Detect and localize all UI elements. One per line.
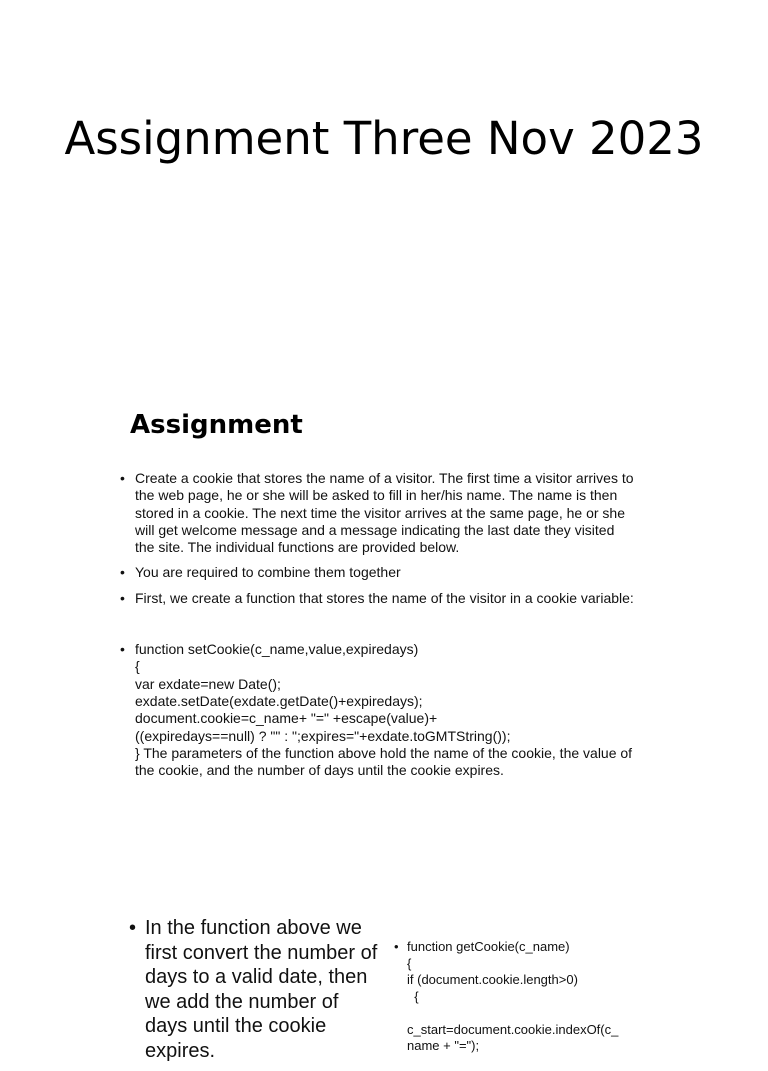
code-list-item: • function setCookie(c_name,value,expiredays) { var exdate=new Date(); exdate.setDate(exdate.getDate()+expiredays); document.cookie=c_name+ "=" +escape(value)+ ((expiredays==null) ? "" : ";expires="+exdate.toGMTString()); } The parameters of the function above hold the name of the cookie, the value of the cookie, and the number of days until the cookie expires.	[135, 641, 635, 779]
list-item: • First, we create a function that stores the name of the visitor in a cookie variable:	[135, 590, 635, 607]
code-list-item: • function getCookie(c_name) { if (document.cookie.length>0) { c_start=document.cookie.indexOf(c_ name + "=");	[407, 939, 647, 1055]
list-item: • You are required to combine them together	[135, 564, 635, 581]
slide-heading-text: Assignment	[130, 410, 303, 440]
slide-heading	[130, 398, 430, 442]
left-column-list	[145, 916, 385, 1063]
list-item: • In the function above we first convert the number of days to a valid date, then we add the number of days until the cookie expires.	[145, 916, 385, 1063]
bullet-list	[135, 470, 635, 787]
slide-title: Assignment Three Nov 2023	[64, 112, 704, 165]
list-item: • Create a cookie that stores the name of a visitor. The first time a visitor arrives to the web page, he or she will be asked to fill in her/his name. The name is then stored in a cookie. The next time the visitor arrives at the same page, he or she will get welcome message and a message indicating the last date they visited the site. The individual functions are provided below.	[135, 470, 635, 556]
right-column-list	[407, 906, 647, 1071]
